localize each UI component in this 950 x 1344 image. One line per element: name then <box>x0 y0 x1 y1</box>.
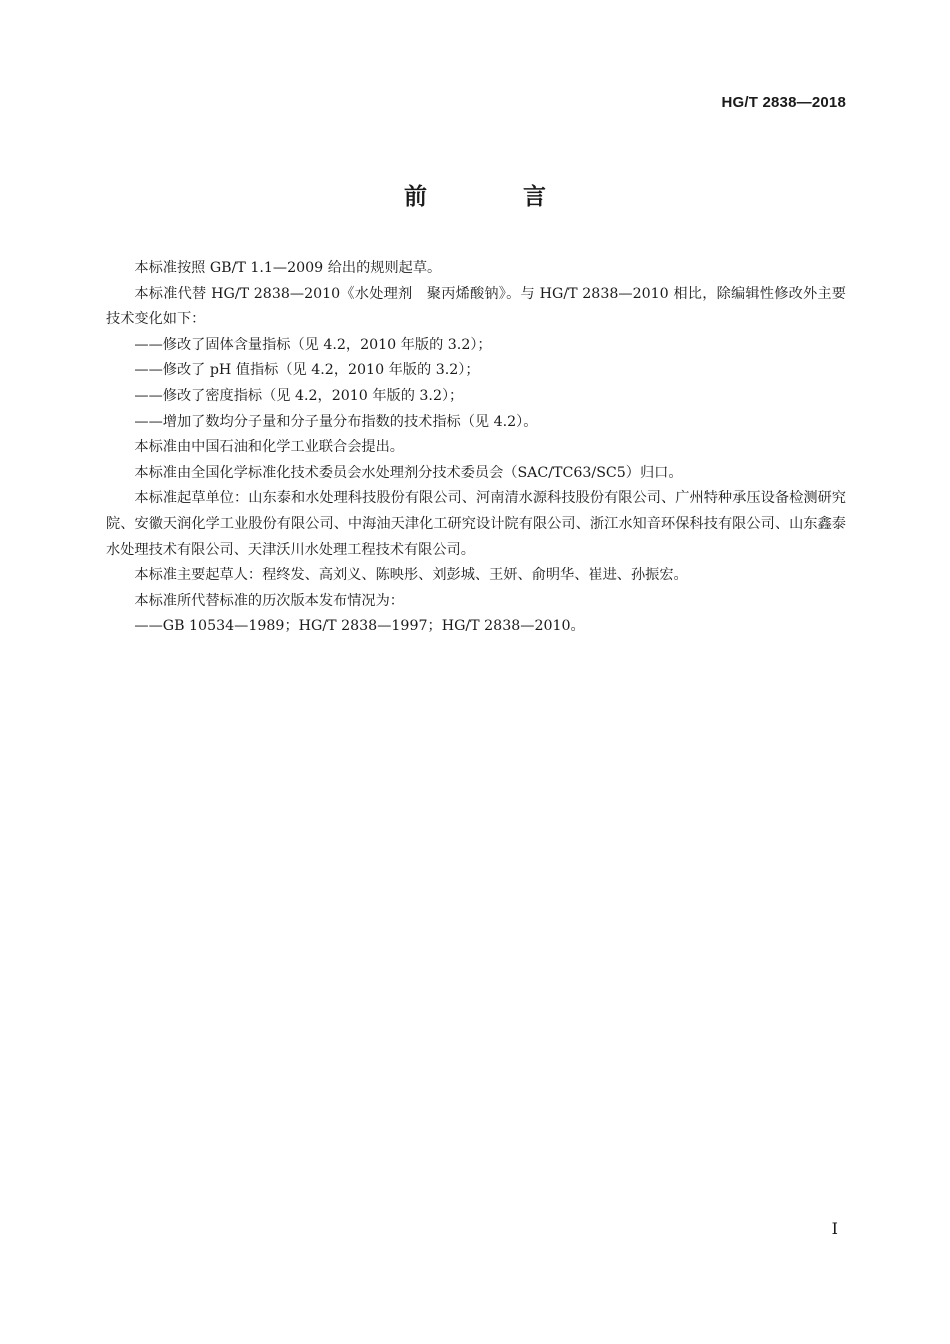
page-number: I <box>831 1219 838 1238</box>
change-item-molecular-weight: ——增加了数均分子量和分子量分布指数的技术指标（见 4.2）。 <box>134 413 538 430</box>
paragraph-version-history: 本标准所代替标准的历次版本发布情况为： <box>134 592 404 609</box>
foreword-body <box>106 256 846 640</box>
paragraph-technical-committee: 本标准由全国化学标准化技术委员会水处理剂分技术委员会（SAC/TC63/SC5）归口。 <box>134 464 683 481</box>
paragraph-drafting-rules: 本标准按照 GB/T 1.1—2009 给出的规则起草。 <box>134 260 442 276</box>
change-item-solid-content: ——修改了固体含量指标（见 4.2，2010 年版的 3.2）； <box>134 336 492 353</box>
change-item-density: ——修改了密度指标（见 4.2，2010 年版的 3.2）； <box>134 387 464 404</box>
paragraph-drafting-units: 本标准起草单位：山东泰和水处理科技股份有限公司、河南清水源科技股份有限公司、广州特种承压设备检测研究院、安徽天润化学工业股份有限公司、中海油天津化工研究设计院有限公司、浙江水知音环保科技有限公司、山东鑫泰水处理技术有限公司、天津沃川水处理工程技术有限公司。 <box>106 490 846 558</box>
standard-code: HG/T 2838—2018 <box>721 94 846 111</box>
change-item-ph: ——修改了 pH 值指标（见 4.2，2010 年版的 3.2）； <box>134 362 480 379</box>
version-history-list: ——GB 10534—1989；HG/T 2838—1997；HG/T 2838—2010。 <box>134 618 585 635</box>
page-title: 前 言 <box>403 184 590 210</box>
paragraph-proposer: 本标准由中国石油和化学工业联合会提出。 <box>134 439 404 456</box>
paragraph-drafters: 本标准主要起草人：程终发、高刘义、陈映彤、刘彭城、王妍、俞明华、崔进、孙振宏。 <box>134 567 688 584</box>
paragraph-replacement: 本标准代替 HG/T 2838—2010《水处理剂 聚丙烯酸钠》。与 HG/T 2838—2010 相比，除编辑性修改外主要技术变化如下： <box>106 285 846 328</box>
